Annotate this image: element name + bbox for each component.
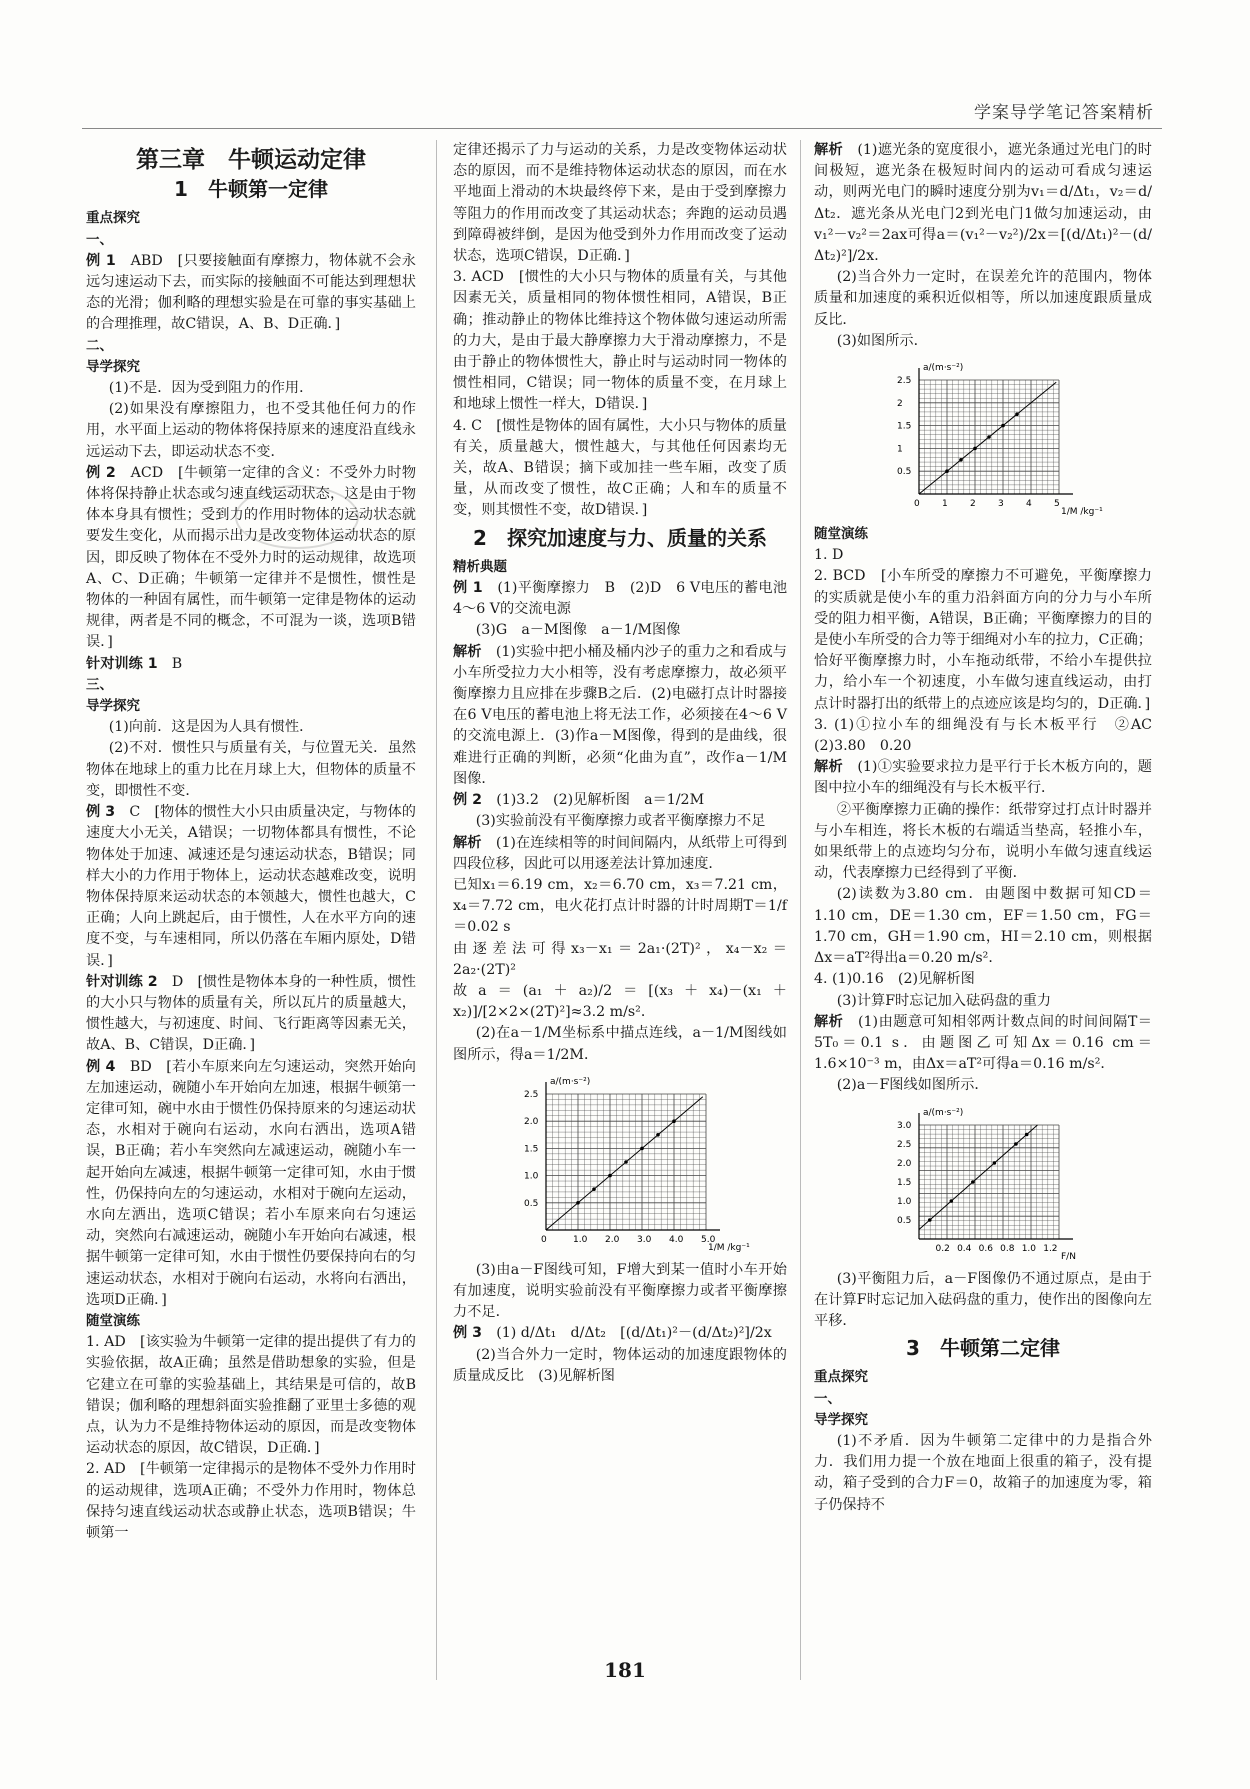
paragraph: (1)向前．这是因为人具有惯性． <box>108 719 314 736</box>
label: 例 1 <box>86 252 116 269</box>
paragraph: (2)不对．惯性只与质量有关，与位置无关．虽然物体在地球上的重力比在月球上大，但物体的质量不变，即惯性不变． <box>86 740 416 799</box>
label: 例 3 <box>86 804 116 821</box>
text: (1)在连续相等的时间间隔内，从纸带上可得到四段位移，因此可以用逐差法计算加速度． <box>453 834 787 872</box>
label: 解析 <box>814 142 843 158</box>
data-point <box>959 458 963 462</box>
heading: 导学探究 <box>86 358 140 375</box>
label: 解析 <box>453 834 482 851</box>
paragraph: (3)平衡阻力后，a－F图像仍不通过原点，是由于在计算F时忘记加入砝码盘的重力，使作出的图像向左平移． <box>814 1270 1152 1329</box>
label: 例 2 <box>86 464 116 481</box>
y-tick-label: 2.5 <box>524 1089 539 1100</box>
x-tick-label: 4 <box>1026 499 1032 510</box>
heading: 二、 <box>86 337 113 354</box>
text: C [物体的惯性大小只由质量决定，与物体的速度大小无关，A错误；一切物体都具有惯性，不论物体处于加速、减速还是匀速运动状态，B错误；同样大小的力作用于物体上，运动状态越难改变，说明物体保持原来运动状态的本领越大，惯性也越大，C正确；人向上跳起后，由于惯性，人在水平方向的速度不变，与车速相同，所以仍落在车厢内原处，D错误．] <box>86 804 416 969</box>
label: 解析 <box>814 1013 844 1030</box>
paragraph <box>453 578 802 620</box>
data-point <box>945 469 949 473</box>
y-axis-label: a/(m·s⁻²) <box>923 363 964 374</box>
column-3 <box>814 140 1167 1516</box>
heading: 随堂演练 <box>814 526 868 543</box>
paragraph: 3. (1)①拉小车的细绳没有与长木板平行 ②AC (2)3.80 0.20 <box>814 716 1167 755</box>
label: 例 2 <box>453 792 482 809</box>
paragraph <box>814 757 1152 799</box>
data-point <box>608 1174 612 1178</box>
paragraph: (2)读数为3.80 cm．由题图中数据可知CD＝1.10 cm，DE＝1.30 cm，EF＝1.50 cm，FG＝1.70 cm，GH＝1.90 cm，HI＝2.10 cm，则根据Δx＝aT²得出a＝0.20 m/s²． <box>814 886 1152 967</box>
label: 针对训练 2 <box>86 973 158 990</box>
graph-a-1-over-m <box>510 1072 750 1254</box>
x-tick-label: 2 <box>970 499 976 510</box>
paragraph: 已知x₁＝6.19 cm，x₂＝6.70 cm，x₃＝7.21 cm，x₄＝7.72 cm，电火花打点计时器的计时周期T＝1/f＝0.02 s <box>453 876 787 936</box>
x-tick-label: 3 <box>998 499 1004 510</box>
label: 解析 <box>814 759 843 776</box>
label: 例 1 <box>453 580 483 597</box>
data-point <box>928 1218 932 1222</box>
y-axis-label: a/(m·s⁻²) <box>550 1076 591 1087</box>
paragraph: 1. D <box>814 547 844 564</box>
data-point <box>576 1201 580 1205</box>
y-tick-label: 1.5 <box>524 1144 539 1155</box>
text: BD [若小车原来向左匀速运动，突然开始向左加速运动，碗随小车开始向左加速，根据牛顿第一定律可知，碗中水由于惯性仍保持原来的匀速运动状态，水相对于碗向右运动，水向右洒出，选项A错误，B正确；若小车突然向左减速运动，碗随小车一起开始向左减速，根据牛顿第一定律可知，水由于惯性，仍保持向左的匀速运动，水相对于碗向左运动，水向左洒出，选项C错误；若小车原来向右匀速运动，突然向右减速运动，碗随小车开始向右减速，根据牛顿第一定律可知，水由于惯性仍要保持向右的匀速运动状态，水相对于碗向右运动，水将向右洒出，选项D正确．] <box>86 1058 416 1308</box>
paragraph: (3)实验前没有平衡摩擦力或者平衡摩擦力不足 <box>475 813 766 830</box>
paragraph: (3)如图所示． <box>836 332 928 349</box>
y-tick-label: 2 <box>897 398 903 409</box>
heading: 一、 <box>814 1390 841 1407</box>
page-number: 181 <box>604 1658 646 1682</box>
x-axis-label: 1/M /kg⁻¹ <box>1061 507 1103 518</box>
heading: 一、 <box>86 231 113 248</box>
data-point <box>950 1199 954 1203</box>
x-axis-label: F/N <box>1061 1251 1076 1262</box>
x-tick-label: 0 <box>914 499 920 510</box>
x-tick-label: 2.0 <box>605 1234 620 1245</box>
paragraph <box>86 1057 416 1311</box>
y-tick-label: 2.0 <box>524 1116 539 1127</box>
heading: 重点探究 <box>814 1369 868 1386</box>
paragraph: 2. BCD [小车所受的摩擦力不可避免，平衡摩擦力的实质就是使小车的重力沿斜面方向的分力与小车所受的阻力相平衡，A错误，B正确；平衡摩擦力的目的是使小车所受的合力等于细绳对小车的拉力，C正确；恰好平衡摩擦力时，小车拖动纸带，不给小车提供拉力，给小车一个初速度，小车做匀速直线运动，由打点计时器打出的纸带上的点迹应该是均匀的，D正确．] <box>814 568 1152 712</box>
text: (1)平衡摩擦力 B (2)D 6 V电压的蓄电池 4～6 V的交流电源 <box>453 580 802 618</box>
paragraph: (3)由a－F图线可知，F增大到某一值时小车开始有加速度，说明实验前没有平衡摩擦力或者平衡摩擦力不足． <box>453 1261 787 1321</box>
data-point <box>971 1180 975 1184</box>
data-point <box>993 1161 997 1165</box>
y-tick-label: 1.0 <box>524 1171 539 1182</box>
text: (1) d/Δt₁ d/Δt₂ [(d/Δt₁)²－(d/Δt₂)²]/2x <box>496 1325 772 1342</box>
text: ABD [只要接触面有摩擦力，物体就不会永远匀速运动下去，而实际的接触面不可能达到理想状态的光滑；伽利略的理想实验是在可靠的事实基础上的合理推理，故C错误，A、B、D正确．] <box>86 252 416 333</box>
header-rule <box>82 128 1162 129</box>
text: B <box>171 655 183 672</box>
paragraph: 故a＝(a₁＋a₂)/2＝[(x₃＋x₄)－(x₁＋x₂)]/[2×2×(2T)²]≈3.2 m/s²． <box>453 982 787 1021</box>
x-tick-label: 5 <box>1054 499 1060 510</box>
paragraph: (2)当合外力一定时，物体运动的加速度跟物体的质量成反比 (3)见解析图 <box>453 1346 787 1384</box>
text: (1)遮光条的宽度很小，遮光条通过光电门的时间极短，遮光条在极短时间内的运动可看成匀速运动，则两光电门的瞬时速度分别为v₁＝d/Δt₁，v₂＝d/Δt₂．遮光条从光电门2到光电门1做匀加速运动，由v₁²－v₂²＝2ax可得a＝(v₁²－v₂²)/2x＝[(d/Δt₁)²－(d/Δt₂)²]/2x． <box>814 142 1152 265</box>
x-tick-label: 1.0 <box>1021 1243 1037 1254</box>
data-point <box>656 1133 660 1137</box>
y-tick-label: 2.0 <box>897 1158 912 1169</box>
heading: 导学探究 <box>814 1411 868 1428</box>
data-point <box>592 1187 596 1191</box>
x-axis-label: 1/M /kg⁻¹ <box>708 1242 750 1253</box>
data-point <box>624 1160 628 1164</box>
data-point <box>987 435 991 439</box>
y-tick-label: 1.5 <box>897 1177 912 1188</box>
section-title: 3 牛顿第二定律 <box>906 1336 1060 1361</box>
paragraph <box>453 1323 787 1344</box>
paragraph: (1)不矛盾．因为牛顿第二定律中的力是指合外力．我们用力提一个放在地面上很重的箱子，没有提动，箱子受到的合力F＝0，故箱子的加速度为零，箱子仍保持不 <box>814 1432 1152 1513</box>
paragraph: (2)当合外力一定时，在误差允许的范围内，物体质量和加速度的乘积近似相等，所以加速度跟质量成反比． <box>814 269 1152 328</box>
x-tick-label: 0.2 <box>935 1243 950 1254</box>
paragraph: (2)在a－1/M坐标系中描点连线，a－1/M图线如图所示，得a＝1/2M． <box>453 1025 787 1063</box>
heading: 三、 <box>86 676 113 693</box>
column-divider-2 <box>800 140 801 1680</box>
paragraph: 4. C [惯性是物体的固有属性，大小只与物体的质量有关，质量越大，惯性越大，与其他任何因素均无关，故A、B错误；摘下或加挂一些车厢，改变了质量，从而改变了惯性，故C正确；人和车的质量不变，则其惯性不变，故D错误．] <box>453 417 787 519</box>
y-axis-label: a/(m·s⁻²) <box>923 1107 964 1118</box>
text: D [惯性是物体本身的一种性质，惯性的大小只与物体的质量有关，所以瓦片的质量越大，惯性越大，与初速度、时间、飞行距离等因素无关，故A、B、C错误，D正确．] <box>86 973 416 1054</box>
text: (1)①实验要求拉力是平行于长木板方向的，题图中拉小车的细绳没有与长木板平行． <box>814 759 1152 797</box>
text: ACD [牛顿第一定律的含义：不受外力时物体将保持静止状态或匀速直线运动状态，这是由于物体本身具有惯性；受到力的作用时物体的运动状态就要发生变化，从而揭示出力是改变物体运动状态的原因，即反映了物体在不受外力时的运动规律，故选项A、C、D正确；牛顿第一定律并不是惯性，惯性是物体的一种固有属性，而牛顿第一定律是物体的运动规律，两者是不同的概念，不可混为一谈，选项B错误．] <box>86 464 417 651</box>
data-point <box>1014 1142 1018 1146</box>
x-tick-label: 0.4 <box>957 1243 972 1254</box>
fit-line <box>546 1096 703 1229</box>
y-tick-label: 1 <box>897 444 903 455</box>
paragraph: 定律还揭示了力与运动的关系，力是改变物体运动状态的原因，而不是维持物体运动状态的原因，而在水平地面上滑动的木块最终停下来，是由于受到摩擦力等阻力的作用而改变了其运动状态；奔跑的运动员遇到障碍被绊倒，是因为他受到外力作用而改变了运动状态，选项C错误，D正确．] <box>453 142 787 265</box>
label: 例 4 <box>86 1058 116 1075</box>
fit-line <box>919 382 1056 494</box>
x-tick-label: 1.0 <box>573 1234 588 1245</box>
graph-a-f <box>883 1103 1083 1263</box>
y-tick-label: 0.5 <box>897 467 912 478</box>
data-point <box>973 447 977 451</box>
paragraph <box>86 251 416 336</box>
data-point <box>672 1119 676 1123</box>
x-tick-label: 0.8 <box>1000 1243 1015 1254</box>
paragraph <box>86 802 416 972</box>
paragraph: 4. (1)0.16 (2)见解析图 <box>814 971 975 988</box>
paragraph: 1. AD [该实验为牛顿第一定律的提出提供了有力的实验依据，故A正确；虽然是借助想象的实验，但是它建立在可靠的实验基础上，其结果是可信的，故B错误；伽利略的理想斜面实验推翻了亚里士多德的观点，认为力不是维持物体运动的原因，而是改变物体运动状态的原因，故C错误，D正确．] <box>86 1334 416 1457</box>
paragraph <box>453 790 787 811</box>
heading: 精析典题 <box>453 558 507 575</box>
paragraph: (3)G a－M图像 a－1/M图像 <box>475 622 681 639</box>
y-tick-label: 3.0 <box>897 1120 912 1131</box>
paragraph: (2)a－F图线如图所示． <box>836 1077 989 1094</box>
paragraph: 由逐差法可得x₃－x₁＝2a₁·(2T)²，x₄－x₂＝2a₂·(2T)² <box>453 940 787 978</box>
column-divider-1 <box>436 140 437 1680</box>
paragraph: (1)不是．因为受到阻力的作用． <box>108 380 314 397</box>
paragraph: ②平衡摩擦力正确的操作：纸带穿过打点计时器并与小车相连，将长木板的右端适当垫高，轻推小车，如果纸带上的点迹均匀分布，说明小车做匀速直线运动，代表摩擦力已经得到了平衡． <box>814 801 1152 882</box>
x-tick-label: 5.0 <box>701 1234 716 1245</box>
text: (1)实验中把小桶及桶内沙子的重力之和看成与小车所受拉力大小相等，没有考虑摩擦力，故必须平衡摩擦力且应排在步骤B之后．(2)电磁打点计时器接在6 V电压的蓄电池上将无法工作，必须接在4～6 V的交流电源上．(3)作a－M图像，得到的是曲线，很难进行正确的判断，必须“化曲为直”，改作a－1/M图像． <box>453 643 787 787</box>
running-header: 学案导学笔记答案精析 <box>974 103 1154 123</box>
y-tick-label: 0.5 <box>897 1215 912 1226</box>
paragraph <box>86 463 416 654</box>
data-point <box>1025 1132 1029 1136</box>
paragraph: 3. ACD [惯性的大小只与物体的质量有关，与其他因素无关，质量相同的物体惯性相同，A错误，B正确；推动静止的物体比维持这个物体做匀速运动所需的力大，是由于最大静摩擦力大于滑动摩擦力，不是由于静止的物体惯性大，静止时与运动时同一物体的惯性相同，C错误；同一物体的质量不变，在月球上和地球上惯性一样大，D错误．] <box>453 269 787 413</box>
y-tick-label: 1.5 <box>897 421 912 432</box>
label: 例 3 <box>453 1325 482 1342</box>
y-tick-label: 1.0 <box>897 1196 912 1207</box>
paragraph: 2. AD [牛顿第一定律揭示的是物体不受外力作用时的运动规律，选项A正确；不受外力作用时，物体总保持匀速直线运动状态或静止状态，选项B错误；牛顿第一 <box>86 1461 416 1541</box>
paragraph <box>453 833 787 875</box>
chapter-title: 第三章 牛顿运动定律 <box>136 147 366 173</box>
text: (1)3.2 (2)见解析图 a＝1/2M <box>496 792 705 809</box>
column-1 <box>86 140 416 1544</box>
data-point <box>1001 424 1005 428</box>
x-tick-label: 3.0 <box>637 1234 652 1245</box>
paragraph <box>86 654 416 675</box>
graph-a-1-over-m-small <box>883 358 1103 518</box>
x-tick-label: 4.0 <box>669 1234 684 1245</box>
x-tick-label: 0 <box>541 1234 547 1245</box>
paragraph <box>453 642 787 790</box>
heading: 随堂演练 <box>86 1312 140 1329</box>
x-tick-label: 0.6 <box>978 1243 993 1254</box>
column-2 <box>453 140 802 1387</box>
label: 解析 <box>453 643 482 660</box>
paragraph <box>814 1012 1152 1076</box>
paragraph: (3)计算F时忘记加入砝码盘的重力 <box>836 992 1052 1009</box>
y-tick-label: 2.5 <box>897 1139 912 1150</box>
paragraph <box>814 140 1152 267</box>
paragraph: (2)如果没有摩擦阻力，也不受其他任何力的作用，水平面上运动的物体将保持原来的速度沿直线永远运动下去，即运动状态不变． <box>86 401 416 460</box>
y-tick-label: 0.5 <box>524 1198 539 1209</box>
paragraph <box>86 972 416 1057</box>
label: 针对训练 1 <box>86 655 158 672</box>
text: (1)由题意可知相邻两计数点间的时间间隔T＝5T₀＝0.1 s．由题图乙可知Δx＝0.16 cm＝1.6×10⁻³ m，由Δx＝aT²可得a＝0.16 m/s²． <box>814 1013 1152 1073</box>
y-tick-label: 2.5 <box>897 376 912 387</box>
section-title: 1 牛顿第一定律 <box>174 177 328 202</box>
data-point <box>640 1146 644 1150</box>
heading: 重点探究 <box>86 210 140 227</box>
section-title: 2 探究加速度与力、质量的关系 <box>473 525 767 550</box>
x-tick-label: 1.2 <box>1043 1243 1058 1254</box>
x-tick-label: 1 <box>942 499 948 510</box>
heading: 导学探究 <box>86 698 140 715</box>
data-point <box>1015 412 1019 416</box>
